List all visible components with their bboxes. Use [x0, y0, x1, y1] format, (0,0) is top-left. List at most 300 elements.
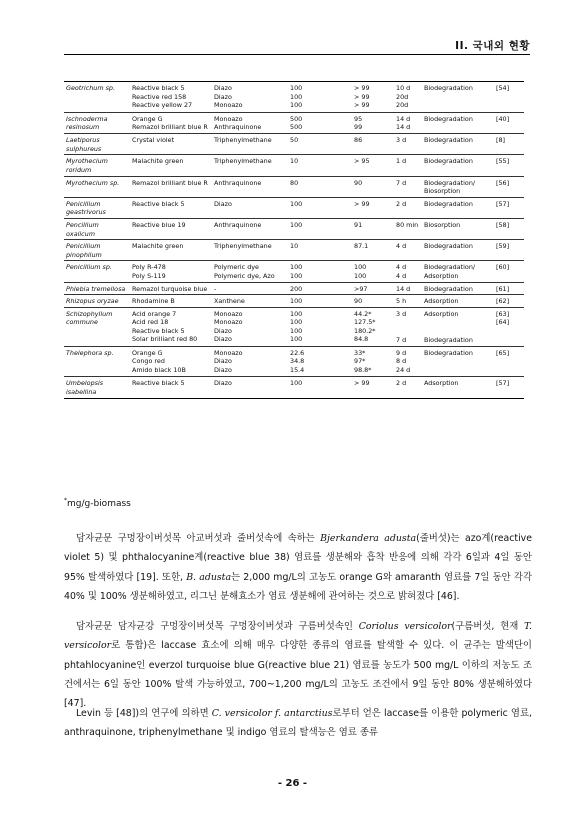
decolorization-value: 99 — [354, 123, 363, 132]
dye-cell — [130, 82, 212, 113]
table-row — [64, 295, 524, 308]
dye-cell — [130, 240, 212, 261]
concentration-value: 100 — [290, 92, 303, 101]
organism-cell: Laetiporus sulphureus — [66, 136, 102, 153]
mechanism-value: Biodegradation — [424, 284, 473, 293]
organism-cell: Ischnoderma resinosum — [66, 114, 108, 132]
dye-class-cell — [212, 307, 288, 346]
decolorization-cell — [352, 261, 394, 282]
reference-cell — [494, 155, 524, 176]
mechanism-value — [424, 366, 492, 375]
concentration-value: 100 — [290, 263, 303, 272]
reference-value: [57] — [496, 379, 510, 388]
dye-class-value: Monoazo — [214, 101, 243, 110]
dye-cell — [130, 176, 212, 197]
dye-class-cell — [212, 176, 288, 197]
organism-cell: Myrothecium sp. — [66, 178, 120, 187]
organism-cell: Pencillium oxalicum — [66, 220, 99, 238]
time-value: 3 d — [396, 309, 407, 318]
mechanism-value: Biodegradation — [424, 242, 473, 251]
mechanism-cell — [422, 82, 494, 113]
concentration-value: 10 — [290, 157, 299, 166]
reference-value: [55] — [496, 157, 510, 166]
reference-value: [62] — [496, 297, 510, 306]
dye-class-value: Triphenylmethane — [214, 242, 272, 251]
reference-value: [40] — [496, 114, 510, 123]
reference-value: [64] — [496, 318, 510, 327]
time-value: 24 d — [396, 366, 411, 375]
body-text-3 — [64, 704, 532, 743]
concentration-cell — [288, 155, 352, 176]
dye-class-value: Monoazo — [214, 348, 243, 357]
concentration-cell — [288, 82, 352, 113]
time-cell — [394, 282, 422, 295]
decolorization-cell — [352, 155, 394, 176]
dye-cell — [130, 295, 212, 308]
concentration-value: 100 — [290, 326, 303, 335]
concentration-value: 100 — [290, 101, 303, 110]
reference-value: [8] — [496, 136, 506, 145]
dye-cell — [130, 282, 212, 295]
dye-value: Crystal violet — [132, 136, 175, 145]
table-row — [64, 197, 524, 218]
concentration-cell — [288, 240, 352, 261]
species-name: B. adusta — [186, 571, 232, 583]
mechanism-value: Biodegradation — [424, 348, 473, 357]
text-run: 로 통합)은 laccase 효소에 의해 매우 다양한 종류의 염료를 탈색할 수 있다. 이 균주는 발색단이 phtahlocyanine인 everzol turquoise blue G(reactive blue 21) 염료를 농도가 500 mg/L 이하의 저농도 조건에서는 6일 동안 100% 탈색 가능하였고, 700~1,200 mg/L의 고농도 조건에서 9일 동안 80% 생분해하였다 [47]. — [64, 640, 532, 710]
dye-class-value: Diazo — [214, 366, 232, 375]
dye-class-value: Diazo — [214, 335, 232, 344]
dye-class-value: Diazo — [214, 199, 232, 208]
organism-cell: Myrothecium roridum — [66, 157, 108, 174]
concentration-value: 100 — [290, 199, 303, 208]
time-value: 1 d — [396, 157, 407, 166]
text-run: Levin 등 [48])의 연구에 의하면 — [76, 708, 212, 719]
mechanism-value — [424, 327, 492, 336]
decolorization-cell — [352, 307, 394, 346]
decolorization-cell — [352, 134, 394, 155]
dye-class-cell — [212, 82, 288, 113]
time-cell — [394, 134, 422, 155]
concentration-cell — [288, 134, 352, 155]
dye-value: Amido black 10B — [132, 366, 186, 375]
concentration-value: 22.6 — [290, 348, 305, 357]
species-name: C. versicolor f. antarctius — [211, 708, 333, 719]
decolorization-value: 98.8* — [354, 366, 372, 375]
concentration-cell — [288, 112, 352, 134]
dye-class-cell — [212, 134, 288, 155]
time-value: 20d — [396, 101, 409, 110]
organism-cell: Schizophyllum commune — [66, 309, 113, 327]
table-row — [64, 307, 524, 346]
table-row — [64, 282, 524, 295]
dye-class-cell — [212, 377, 288, 398]
mechanism-value: Biosorption — [424, 220, 461, 229]
table-footnote — [64, 497, 131, 509]
dye-value: Rhodamine B — [132, 297, 175, 306]
mechanism-value: Biodegradation — [424, 336, 473, 345]
text-run: 담자균문 담자균강 구멍장이버섯목 구멍장이버섯과 구름버섯속인 — [76, 621, 359, 632]
dye-class-value: Monoazo — [214, 309, 243, 318]
dye-value: Remazol brilliant blue R — [132, 123, 208, 132]
time-cell — [394, 307, 422, 346]
mechanism-value — [424, 123, 492, 132]
concentration-cell — [288, 346, 352, 377]
concentration-value: 500 — [290, 114, 303, 123]
mechanism-value: Biodegradation/ — [424, 263, 476, 272]
time-value: 4 d — [396, 263, 407, 272]
page-number: - 26 - — [277, 778, 308, 789]
time-cell — [394, 240, 422, 261]
decolorization-value: 127.5* — [354, 318, 376, 327]
dye-cell — [130, 261, 212, 282]
dye-class-value: - — [214, 284, 217, 293]
decolorization-value: > 99 — [354, 101, 370, 110]
concentration-cell — [288, 197, 352, 218]
decolorization-value: 90 — [354, 297, 363, 306]
reference-value: [65] — [496, 348, 510, 357]
dye-value: Remazol turquoise blue — [132, 284, 208, 293]
time-value — [396, 318, 420, 327]
dye-cell — [130, 134, 212, 155]
dye-class-value: Diazo — [214, 84, 232, 92]
concentration-value: 100 — [290, 84, 303, 92]
dye-class-value: Triphenylmethane — [214, 157, 272, 166]
mechanism-value: Adsorption — [424, 297, 459, 306]
reference-value: [61] — [496, 284, 510, 293]
reference-cell — [494, 112, 524, 134]
time-value: 20d — [396, 92, 409, 101]
time-value: 14 d — [396, 114, 411, 123]
time-value: 4 d — [396, 242, 407, 251]
dye-class-value: Polymeric dye — [214, 263, 259, 272]
dye-cell — [130, 112, 212, 134]
mechanism-cell — [422, 346, 494, 377]
mechanism-cell — [422, 377, 494, 398]
mechanism-value — [424, 318, 492, 327]
dye-value: Malachite green — [132, 157, 184, 166]
reference-cell — [494, 197, 524, 218]
reference-cell — [494, 346, 524, 377]
time-value: 9 d — [396, 348, 407, 357]
time-cell — [394, 295, 422, 308]
dye-class-value: Anthraquinone — [214, 123, 262, 132]
text-run: (구름버섯, 현재 — [451, 621, 525, 632]
reference-cell — [494, 307, 524, 346]
time-value — [396, 327, 420, 336]
dye-class-value: Diazo — [214, 379, 232, 388]
organism-cell: Geotrichum sp. — [66, 84, 115, 92]
dye-class-value: Triphenylmethane — [214, 136, 272, 145]
time-cell — [394, 218, 422, 239]
reference-value: [58] — [496, 220, 510, 229]
reference-cell — [494, 218, 524, 239]
decolorization-value: 87.1 — [354, 242, 369, 251]
reference-cell — [494, 240, 524, 261]
paragraph-3 — [64, 704, 532, 743]
concentration-value: 15.4 — [290, 366, 305, 375]
decolorization-value: >97 — [354, 284, 368, 293]
time-value: 8 d — [396, 357, 407, 366]
decolorization-value: > 99 — [354, 84, 370, 92]
dye-class-cell — [212, 240, 288, 261]
time-cell — [394, 261, 422, 282]
concentration-value: 100 — [290, 309, 303, 318]
text-run: 는 2,000 mg/L의 고농도 orange G와 amaranth 염료를 7일 동안 각각 40% 및 100% 생분해하였고, 리그닌 분해효소가 염료 생분해에 관여하는 것으로 밝혀졌다 [46]. — [64, 571, 532, 602]
mechanism-cell — [422, 155, 494, 176]
concentration-value: 100 — [290, 335, 303, 344]
concentration-value: 100 — [290, 220, 303, 229]
table-row — [64, 112, 524, 134]
decolorization-cell — [352, 377, 394, 398]
reference-cell — [494, 295, 524, 308]
decolorization-value: 90 — [354, 178, 363, 187]
mechanism-cell — [422, 240, 494, 261]
header-rule — [64, 54, 530, 55]
time-value: 3 d — [396, 136, 407, 145]
decolorization-value: 180.2* — [354, 326, 376, 335]
mechanism-value: Biodegradation/ Biosorption — [424, 178, 476, 196]
organism-cell: Phlebia tremellosa — [66, 284, 126, 293]
time-value: 4 d — [396, 271, 407, 280]
reference-cell — [494, 134, 524, 155]
footnote-text: mg/g-biomass — [67, 499, 131, 509]
species-name: T. versicolor — [64, 621, 532, 652]
mechanism-cell — [422, 307, 494, 346]
mechanism-cell — [422, 295, 494, 308]
decolorization-value: 100 — [354, 271, 367, 280]
reference-value: [54] — [496, 84, 510, 92]
organism-cell: Penicillium geastrivorus — [66, 199, 106, 217]
dye-class-value: Anthraquinone — [214, 178, 262, 187]
time-value: 5 h — [396, 297, 407, 306]
dye-cell — [130, 346, 212, 377]
mechanism-value: Biodegradation — [424, 114, 473, 123]
table-row — [64, 346, 524, 377]
decolorization-value: 86 — [354, 136, 363, 145]
concentration-value: 500 — [290, 123, 303, 132]
time-cell — [394, 112, 422, 134]
mechanism-cell — [422, 261, 494, 282]
mechanism-value: Biodegradation — [424, 199, 473, 208]
dye-class-value: Diazo — [214, 357, 232, 366]
dye-value: Malachite green — [132, 242, 184, 251]
table-row — [64, 82, 524, 113]
organism-cell: Rhizopus oryzae — [66, 297, 119, 306]
dye-class-value: Monoazo — [214, 114, 243, 123]
text-run: 로부터 얻은 laccase를 이용한 polymeric 염료, anthraquinone, triphenylmethane 및 indigo 염료의 탈색능은 염료 종류 — [64, 708, 532, 739]
dye-class-value: Diazo — [214, 326, 232, 335]
time-cell — [394, 346, 422, 377]
organism-cell: Thelephora sp. — [66, 348, 114, 357]
dye-value: Poly S-119 — [132, 271, 166, 280]
paragraph-2 — [64, 617, 532, 713]
reference-value: [59] — [496, 242, 510, 251]
table-row — [64, 377, 524, 398]
concentration-value: 100 — [290, 297, 303, 306]
mechanism-value: Adsorption — [424, 379, 459, 388]
concentration-cell — [288, 377, 352, 398]
organism-cell: Penicillium pinophilum — [66, 242, 102, 259]
text-run: (줄버섯)는 azo계(reactive violet 5) 및 phthalocyanine계(reactive blue 38) 염료를 생분해와 흡착 반응에 의해 각각 6일과 4일 동안 95% 탈색하였다 [19]. 또한, — [64, 533, 532, 583]
dye-class-cell — [212, 218, 288, 239]
concentration-value: 100 — [290, 318, 303, 327]
concentration-value: 200 — [290, 284, 303, 293]
decolorization-value: 33* — [354, 348, 366, 357]
dye-class-value: Monoazo — [214, 318, 243, 327]
decolorization-value: > 95 — [354, 157, 370, 166]
decolorization-value: 84.8 — [354, 335, 369, 344]
mechanism-cell — [422, 112, 494, 134]
dye-class-cell — [212, 295, 288, 308]
dye-value: Reactive black 5 — [132, 84, 185, 92]
mechanism-value — [424, 102, 492, 111]
decolorization-cell — [352, 240, 394, 261]
dye-value: Remazol brilliant blue R — [132, 178, 208, 187]
time-value: 14 d — [396, 284, 411, 293]
decolorization-cell — [352, 218, 394, 239]
concentration-value: 50 — [290, 136, 299, 145]
time-cell — [394, 82, 422, 113]
dye-value: Acid orange 7 — [132, 309, 177, 318]
decolorization-value: 44.2* — [354, 309, 372, 318]
concentration-cell — [288, 261, 352, 282]
concentration-value: 10 — [290, 242, 299, 251]
time-cell — [394, 377, 422, 398]
dye-class-value: Diazo — [214, 92, 232, 101]
dye-value: Reactive blue 19 — [132, 220, 186, 229]
dye-class-cell — [212, 197, 288, 218]
dye-value: Orange G — [132, 114, 163, 123]
dye-class-value: Xanthene — [214, 297, 245, 306]
mechanism-value: Biodegradation — [424, 136, 473, 145]
decolorization-cell — [352, 295, 394, 308]
body-text-2 — [64, 617, 532, 713]
reference-value: [56] — [496, 178, 510, 187]
dye-cell — [130, 197, 212, 218]
organism-cell: Umbelopsis isabellina — [66, 379, 104, 397]
concentration-cell — [288, 295, 352, 308]
concentration-cell — [288, 307, 352, 346]
reference-cell — [494, 282, 524, 295]
reference-cell — [494, 82, 524, 113]
mechanism-value — [424, 357, 492, 366]
decolorization-cell — [352, 112, 394, 134]
time-value: 10 d — [396, 84, 411, 92]
decolorization-value: > 99 — [354, 92, 370, 101]
dye-cell — [130, 377, 212, 398]
decolorization-cell — [352, 197, 394, 218]
page-header-title: II. 국내외 현황 — [455, 40, 530, 52]
decolorization-value: > 99 — [354, 379, 370, 388]
dye-value: Congo red — [132, 357, 165, 366]
mechanism-value: Adsorption — [424, 309, 459, 318]
decolorization-cell — [352, 346, 394, 377]
time-value: 7 d — [396, 178, 407, 187]
dye-value: Reactive yellow 27 — [132, 101, 193, 110]
concentration-value: 100 — [290, 271, 303, 280]
decolorization-value: 91 — [354, 220, 363, 229]
dye-class-value: Polymeric dye, Azo — [214, 271, 275, 280]
decolorization-cell — [352, 82, 394, 113]
time-value: 2 d — [396, 379, 407, 388]
reference-value: [63] — [496, 309, 510, 318]
table-row — [64, 261, 524, 282]
time-value: 14 d — [396, 123, 411, 132]
mechanism-value: Biodegradation — [424, 84, 473, 92]
mechanism-cell — [422, 282, 494, 295]
dye-value: Reactive red 158 — [132, 92, 187, 101]
dye-decolorization-table — [64, 81, 524, 399]
dye-value: Acid red 18 — [132, 318, 169, 327]
body-text — [64, 529, 532, 606]
mechanism-value: Adsorption — [424, 271, 459, 280]
time-value: 2 d — [396, 199, 407, 208]
table-row — [64, 134, 524, 155]
decolorization-cell — [352, 176, 394, 197]
dye-class-cell — [212, 261, 288, 282]
species-name: Bjerkandera adusta — [320, 533, 417, 544]
dye-class-cell — [212, 112, 288, 134]
paragraph-1 — [64, 529, 532, 606]
mechanism-value: Biodegradation — [424, 157, 473, 166]
reference-cell — [494, 176, 524, 197]
dye-value: Orange G — [132, 348, 163, 357]
table-row — [64, 218, 524, 239]
table-row — [64, 240, 524, 261]
dye-cell — [130, 307, 212, 346]
decolorization-value: 95 — [354, 114, 363, 123]
dye-value: Solar brilliant red 80 — [132, 335, 198, 344]
dye-value: Poly R-478 — [132, 263, 166, 272]
concentration-value: 34.8 — [290, 357, 305, 366]
reference-cell — [494, 261, 524, 282]
concentration-cell — [288, 282, 352, 295]
concentration-value: 100 — [290, 379, 303, 388]
time-value: 80 min — [396, 220, 419, 229]
organism-cell: Penicillium sp. — [66, 263, 112, 272]
dye-class-cell — [212, 282, 288, 295]
reference-cell — [494, 377, 524, 398]
decolorization-value: 97* — [354, 357, 366, 366]
mechanism-cell — [422, 218, 494, 239]
time-cell — [394, 155, 422, 176]
time-cell — [394, 176, 422, 197]
dye-cell — [130, 218, 212, 239]
concentration-value: 80 — [290, 178, 299, 187]
decolorization-cell — [352, 282, 394, 295]
dye-class-value: Anthraquinone — [214, 220, 262, 229]
mechanism-cell — [422, 134, 494, 155]
dye-class-cell — [212, 155, 288, 176]
dye-class-cell — [212, 346, 288, 377]
dye-cell — [130, 155, 212, 176]
dye-value: Reactive black 5 — [132, 326, 185, 335]
mechanism-value — [424, 93, 492, 102]
time-value: 7 d — [396, 336, 407, 345]
text-run: 담자균문 구멍장이버섯목 아교버섯과 줄버섯속에 속하는 — [76, 533, 321, 544]
decolorization-value: 100 — [354, 263, 367, 272]
footnote-mark: * — [64, 497, 67, 504]
mechanism-cell — [422, 197, 494, 218]
dye-value: Reactive black 5 — [132, 199, 185, 208]
table-row — [64, 176, 524, 197]
reference-value: [60] — [496, 263, 510, 272]
table-row — [64, 155, 524, 176]
concentration-cell — [288, 218, 352, 239]
concentration-cell — [288, 176, 352, 197]
mechanism-cell — [422, 176, 494, 197]
